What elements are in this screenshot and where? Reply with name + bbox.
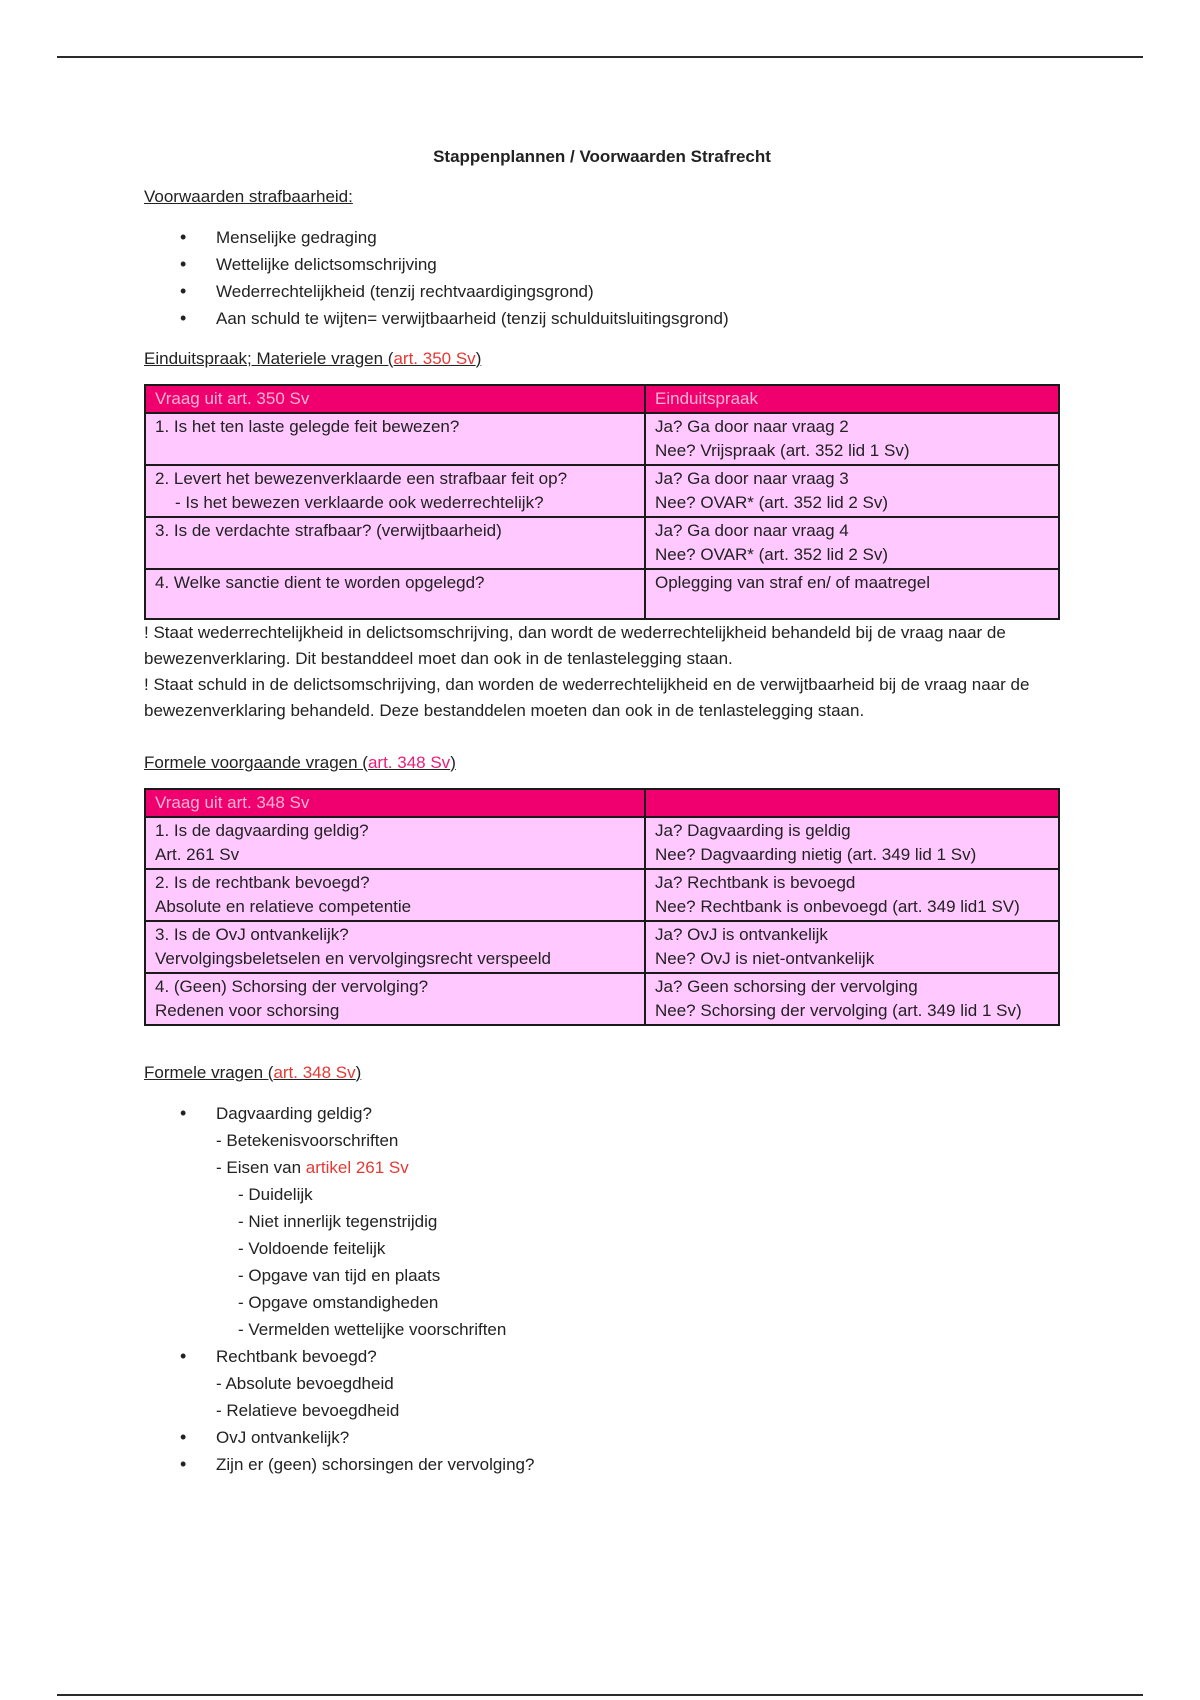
- question-subtext: Absolute en relatieve competentie: [155, 897, 412, 916]
- question-text: 4. Welke sanctie dient te worden opgelegd?: [155, 573, 485, 592]
- table-row: [145, 921, 1059, 973]
- sub-sub-item: - Opgave omstandigheden: [238, 1293, 439, 1312]
- answer-yes: Ja? OvJ is ontvankelijk: [655, 925, 828, 944]
- answer-no: Nee? Dagvaarding nietig (art. 349 lid 1 Sv): [655, 845, 977, 864]
- question-text: 1. Is de dagvaarding geldig?: [155, 821, 369, 840]
- article-link-348[interactable]: art. 348 Sv: [367, 753, 451, 772]
- table-header-cell: Vraag uit art. 350 Sv: [145, 385, 645, 413]
- heading-text: ): [355, 1063, 362, 1082]
- sub-item: - Betekenisvoorschriften: [216, 1131, 399, 1150]
- bottom-rule: [57, 1694, 1143, 1696]
- list-item-label: • Dagvaarding geldig?: [216, 1104, 372, 1123]
- answer-no: Nee? Vrijspraak (art. 352 lid 1 Sv): [655, 441, 910, 460]
- sub-item-text: - Eisen van: [216, 1158, 306, 1177]
- heading-text: Formele vragen (: [144, 1063, 274, 1082]
- list-item: • Wederrechtelijkheid (tenzij rechtvaardigingsgrond): [144, 278, 1060, 305]
- list-item: • Aan schuld te wijten= verwijtbaarheid (tenzij schulduitsluitingsgrond): [144, 305, 1060, 332]
- question-text: 1. Is het ten laste gelegde feit bewezen?: [155, 417, 460, 436]
- question-cell: [145, 465, 645, 517]
- answer-cell: [645, 921, 1059, 973]
- question-subtext: Art. 261 Sv: [155, 845, 240, 864]
- answer-yes: Ja? Geen schorsing der vervolging: [655, 977, 918, 996]
- answer-cell: [645, 973, 1059, 1025]
- question-text: 2. Is de rechtbank bevoegd?: [155, 873, 370, 892]
- question-cell: [145, 921, 645, 973]
- question-text: 3. Is de OvJ ontvankelijk?: [155, 925, 349, 944]
- table-header-cell: Einduitspraak: [645, 385, 1059, 413]
- table-art-350: [144, 384, 1060, 620]
- sub-item: - Absolute bevoegdheid: [216, 1374, 394, 1393]
- sub-item: [216, 1154, 1060, 1181]
- list-formele-vragen: [144, 1100, 1060, 1478]
- table-art-348: [144, 788, 1060, 1026]
- document-page: [144, 144, 1060, 1492]
- table-row: [145, 973, 1059, 1025]
- answer-yes: Ja? Dagvaarding is geldig: [655, 821, 851, 840]
- list-item-label: • Rechtbank bevoegd?: [216, 1347, 377, 1366]
- table-row: [145, 517, 1059, 569]
- answer-cell: [645, 413, 1059, 465]
- table-header-cell: Vraag uit art. 348 Sv: [145, 789, 645, 817]
- table-header-row: [145, 789, 1059, 817]
- question-text: 3. Is de verdachte strafbaar? (verwijtbaarheid): [155, 521, 502, 540]
- answer-no: Nee? Rechtbank is onbevoegd (art. 349 lid1 SV): [655, 897, 1020, 916]
- list-item: • OvJ ontvankelijk?: [144, 1424, 1060, 1451]
- table-row: [145, 817, 1059, 869]
- list-voorwaarden: [144, 224, 1060, 332]
- heading-text: Formele voorgaande vragen (: [144, 753, 368, 772]
- table-row: [145, 413, 1059, 465]
- table-row: [145, 869, 1059, 921]
- article-link-261[interactable]: artikel 261 Sv: [305, 1158, 409, 1177]
- list-item: • Menselijke gedraging: [144, 224, 1060, 251]
- answer-yes: Ja? Ga door naar vraag 4: [655, 521, 849, 540]
- question-cell: [145, 869, 645, 921]
- heading-formele-voorgaande-vragen: [144, 750, 1060, 776]
- answer-cell: [645, 465, 1059, 517]
- sub-sub-item: - Duidelijk: [238, 1185, 313, 1204]
- question-text: 2. Levert het bewezenverklaarde een strafbaar feit op?: [155, 469, 568, 488]
- question-subtext: - Is het bewezen verklaarde ook wederrechtelijk?: [175, 493, 544, 512]
- question-subtext: Redenen voor schorsing: [155, 1001, 340, 1020]
- table-header-cell: [645, 789, 1059, 817]
- heading-einduitspraak: [144, 346, 1060, 372]
- answer-yes: Ja? Rechtbank is bevoegd: [655, 873, 856, 892]
- list-item: [144, 1100, 1060, 1343]
- note-paragraph: ! Staat wederrechtelijkheid in delictsomschrijving, dan wordt de wederrechtelijkheid behandeld bij de vraag naar de bewezenverklaring. Dit bestanddeel moet dan ook in de tenlastelegging staan.: [144, 623, 1006, 668]
- note-paragraph: ! Staat schuld in de delictsomschrijving, dan worden de wederrechtelijkheid en de verwijtbaarheid bij de vraag naar de bewezenverklaring behandeld. Deze bestanddelen moeten dan ook in de tenlastelegging staan.: [144, 675, 1030, 720]
- question-cell: [145, 413, 645, 465]
- article-link-350[interactable]: art. 350 Sv: [393, 349, 476, 368]
- heading-formele-vragen: [144, 1060, 1060, 1086]
- sub-sub-item: - Opgave van tijd en plaats: [238, 1266, 441, 1285]
- sub-sub-item: - Niet innerlijk tegenstrijdig: [238, 1212, 438, 1231]
- question-text: 4. (Geen) Schorsing der vervolging?: [155, 977, 429, 996]
- heading-voorwaarden-strafbaarheid: Voorwaarden strafbaarheid:: [144, 187, 353, 206]
- list-item: • Wettelijke delictsomschrijving: [144, 251, 1060, 278]
- question-subtext: Vervolgingsbeletselen en vervolgingsrecht verspeeld: [155, 949, 551, 968]
- answer-yes: Ja? Ga door naar vraag 3: [655, 469, 849, 488]
- answer-no: Nee? OvJ is niet-ontvankelijk: [655, 949, 875, 968]
- answer-yes: Oplegging van straf en/ of maatregel: [655, 573, 930, 592]
- question-cell: [145, 517, 645, 569]
- list-item: [144, 1343, 1060, 1424]
- table-header-row: [145, 385, 1059, 413]
- answer-no: Nee? OVAR* (art. 352 lid 2 Sv): [655, 493, 889, 512]
- table-row: [145, 569, 1059, 619]
- question-cell: [145, 817, 645, 869]
- notes: [144, 620, 1060, 724]
- sub-sub-item: - Voldoende feitelijk: [238, 1239, 386, 1258]
- question-cell: [145, 973, 645, 1025]
- table-row: [145, 465, 1059, 517]
- answer-no: Nee? OVAR* (art. 352 lid 2 Sv): [655, 545, 889, 564]
- heading-text: ): [475, 349, 482, 368]
- answer-cell: [645, 869, 1059, 921]
- question-cell: [145, 569, 645, 619]
- sub-item: - Relatieve bevoegdheid: [216, 1401, 400, 1420]
- answer-yes: Ja? Ga door naar vraag 2: [655, 417, 849, 436]
- top-rule: [57, 56, 1143, 58]
- list-item: • Zijn er (geen) schorsingen der vervolging?: [144, 1451, 1060, 1478]
- answer-cell: [645, 569, 1059, 619]
- heading-text: Einduitspraak; Materiele vragen (: [144, 349, 394, 368]
- heading-text: ): [450, 753, 456, 772]
- sub-sub-item: - Vermelden wettelijke voorschriften: [238, 1320, 507, 1339]
- page-title: Stappenplannen / Voorwaarden Strafrecht: [433, 147, 771, 166]
- answer-cell: [645, 817, 1059, 869]
- answer-cell: [645, 517, 1059, 569]
- answer-no: Nee? Schorsing der vervolging (art. 349 lid 1 Sv): [655, 1001, 1022, 1020]
- article-link-348[interactable]: art. 348 Sv: [273, 1063, 356, 1082]
